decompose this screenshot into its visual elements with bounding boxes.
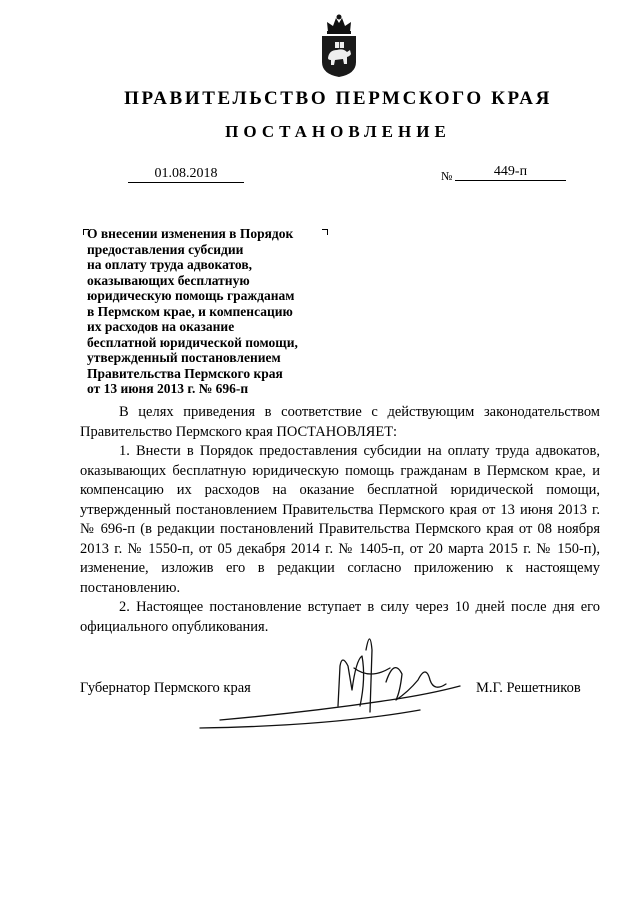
- document-number: 449-п: [455, 164, 566, 181]
- subject-line: их расходов на оказание: [87, 319, 235, 334]
- coat-of-arms-icon: [317, 12, 361, 78]
- subject-line: в Пермском крае, и компенсацию: [87, 303, 293, 319]
- preamble-paragraph: В целях приведения в соответствие с действующим законодательством Правительство Пермского края ПОСТАНОВЛЯЕТ:: [80, 404, 600, 440]
- subject-line: юридическую помощь гражданам: [87, 288, 295, 303]
- number-sign: №: [441, 169, 453, 183]
- subject-line: оказывающих бесплатную: [87, 272, 250, 288]
- government-title: ПРАВИТЕЛЬСТВО ПЕРМСКОГО КРАЯ: [124, 88, 552, 109]
- document-date: 01.08.2018: [128, 166, 244, 183]
- document-body: [80, 403, 600, 637]
- document-subject: [87, 226, 347, 397]
- item-2-paragraph: 2. Настоящее постановление вступает в силу через 10 дней после дня его официального опубликования.: [80, 599, 600, 635]
- subject-line: утвержденный постановлением: [87, 350, 281, 365]
- subject-line: на оплату труда адвокатов,: [87, 257, 252, 272]
- subject-line: О внесении изменения в Порядок: [87, 226, 294, 241]
- item-1-paragraph: 1. Внести в Порядок предоставления субсидии на оплату труда адвокатов, оказывающих бесплатную юридическую помощь гражданам в Пермском крае, и компенсацию их расходов на оказание бесплатной юридической помощи, утвержденный постановлением Правительства Пермского края от 13 июня 2013 г. № 696-п (в редакции постановлений Правительства Пермского края от 08 ноября 2013 г. № 1550-п, от 05 декабря 2014 г. № 1405-п, от 20 марта 2015 г. № 150-п), изменение, изложив его в редакции согласно приложению к настоящему постановлению.: [80, 443, 600, 596]
- subject-line: Правительства Пермского края: [87, 365, 283, 381]
- subject-line: предоставления субсидии: [87, 241, 244, 257]
- subject-line: бесплатной юридической помощи,: [87, 334, 298, 350]
- signer-name: М.Г. Решетников: [476, 680, 581, 696]
- signer-title: Губернатор Пермского края: [80, 680, 251, 696]
- subject-line: от 13 июня 2013 г. № 696-п: [87, 381, 249, 396]
- document-type-heading: ПОСТАНОВЛЕНИЕ: [225, 122, 451, 141]
